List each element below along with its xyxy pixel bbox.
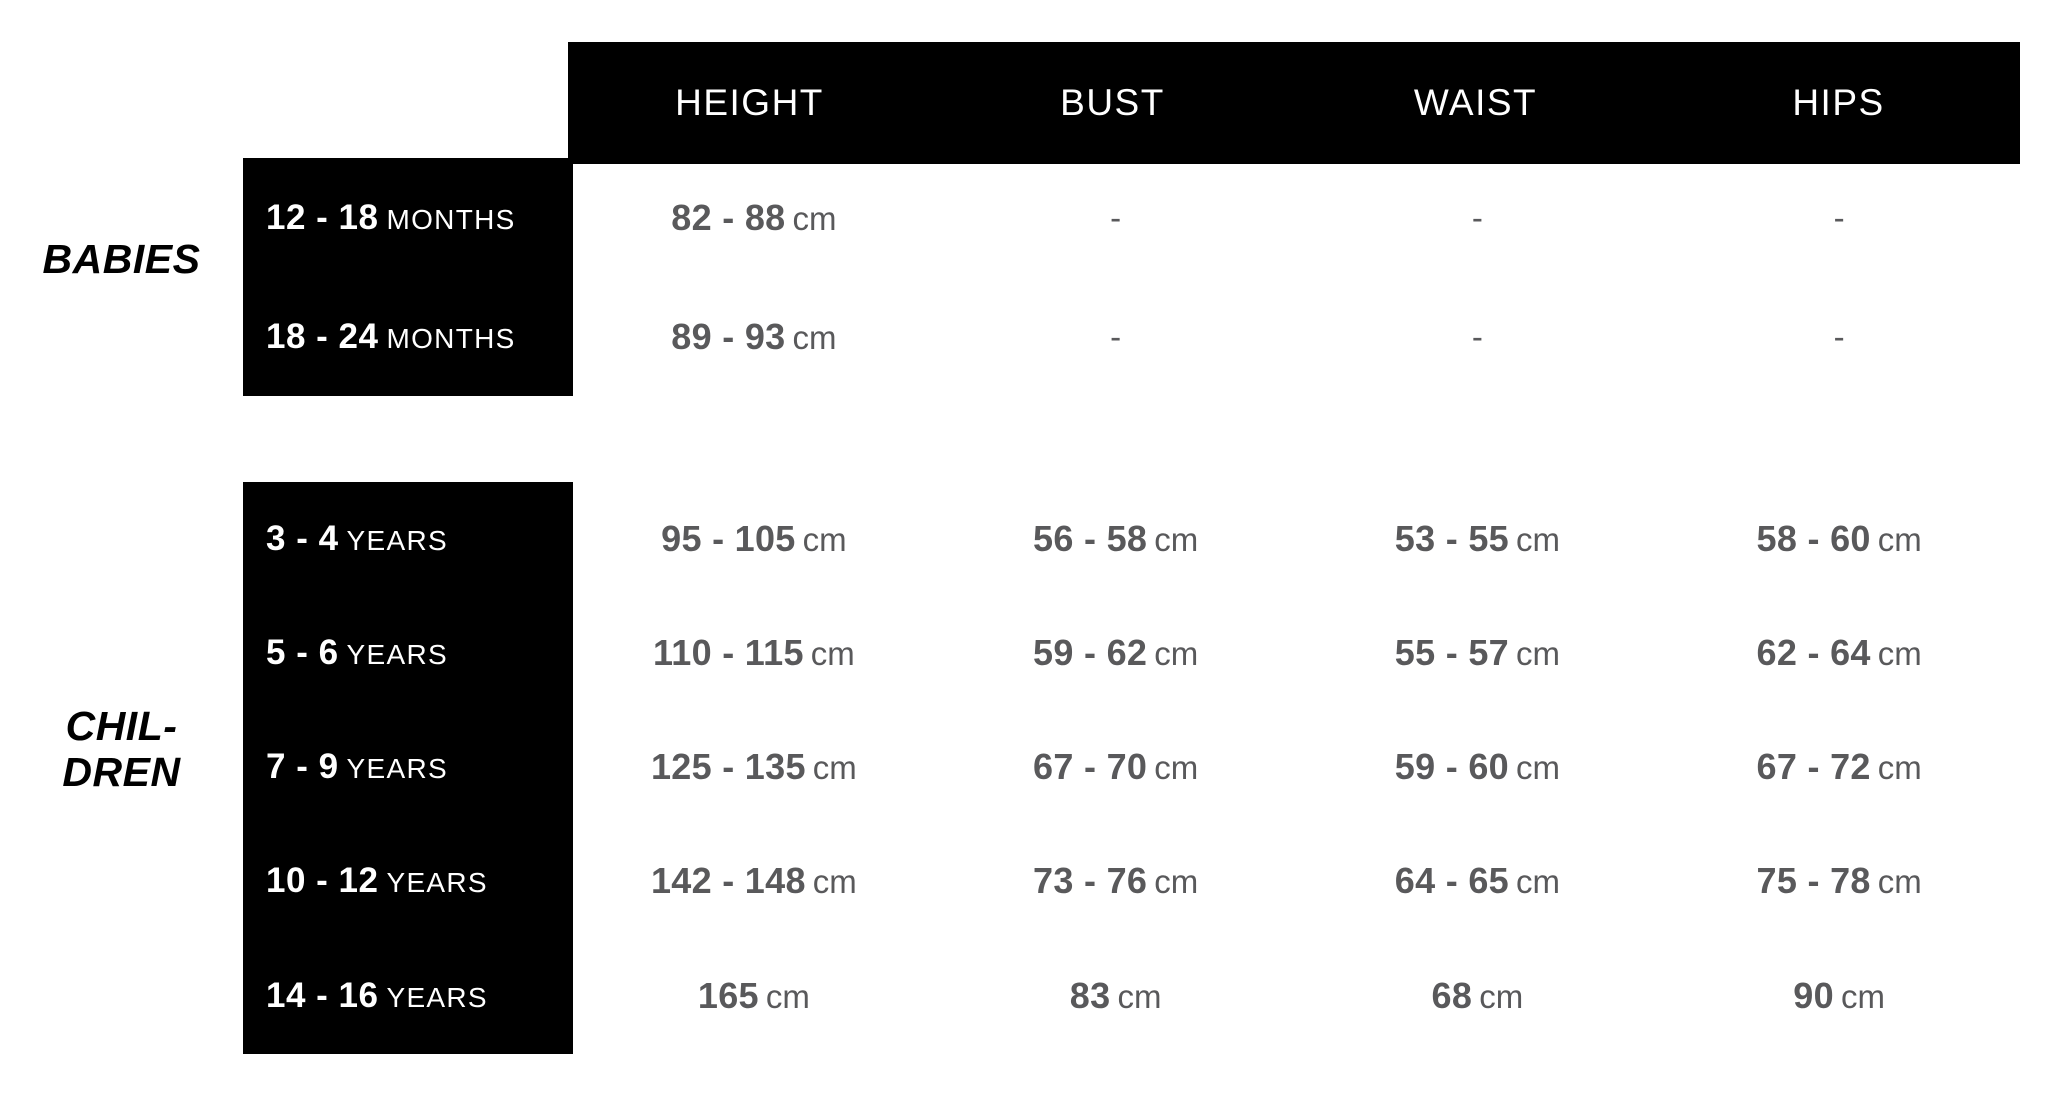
cell-value: - (1110, 317, 1122, 355)
cell-value: 56 - 58 (1033, 518, 1148, 559)
cell-waist (1297, 632, 1659, 674)
age-range: 10 - 12 (266, 861, 379, 900)
cell-waist (1297, 318, 1659, 356)
table-row (243, 824, 2020, 938)
cell-unit: cm (765, 978, 810, 1015)
cell-waist (1297, 975, 1659, 1017)
age-unit: MONTHS (386, 203, 516, 235)
cell-waist (1297, 746, 1659, 788)
cell-unit: cm (792, 199, 837, 237)
cell-hips (1658, 746, 2020, 788)
cell-unit: cm (1877, 863, 1922, 900)
age-range: 3 - 4 (266, 519, 339, 558)
cell-value: - (1833, 198, 1845, 236)
cell-waist (1297, 860, 1659, 902)
cell-unit: cm (1154, 749, 1199, 786)
column-header-height: HEIGHT (675, 82, 824, 123)
cell-value: 89 - 93 (671, 315, 786, 357)
cell-waist (1297, 199, 1659, 237)
cell-unit: cm (810, 635, 855, 672)
table-row (243, 938, 2020, 1054)
cell-value: 95 - 105 (661, 518, 796, 559)
cell-value: 165 (697, 975, 759, 1016)
row-age-label (243, 976, 573, 1016)
cell-bust (935, 975, 1297, 1017)
cell-hips (1658, 199, 2020, 237)
cell-value: 82 - 88 (671, 196, 786, 238)
cell-unit: cm (1515, 521, 1560, 558)
cell-bust (935, 199, 1297, 237)
cell-unit: cm (1515, 749, 1560, 786)
cell-value: 53 - 55 (1394, 518, 1509, 559)
age-unit: YEARS (346, 753, 448, 784)
cell-value: - (1471, 317, 1483, 355)
age-range: 18 - 24 (266, 316, 379, 356)
cell-value: 59 - 60 (1394, 746, 1509, 787)
cell-value: 68 (1431, 975, 1473, 1016)
cell-unit: cm (1877, 749, 1922, 786)
cell-value: 75 - 78 (1756, 860, 1871, 901)
cell-hips (1658, 318, 2020, 356)
age-range: 14 - 16 (266, 976, 379, 1015)
age-range: 5 - 6 (266, 633, 339, 672)
cell-height (573, 975, 935, 1017)
cell-unit: cm (1154, 863, 1199, 900)
cell-value: 64 - 65 (1394, 860, 1509, 901)
cell-unit: cm (1154, 521, 1199, 558)
cell-height (573, 746, 935, 788)
column-header-bust: BUST (1060, 82, 1165, 123)
cell-unit: cm (1515, 635, 1560, 672)
cell-hips (1658, 518, 2020, 560)
cell-value: 58 - 60 (1756, 518, 1871, 559)
cell-hips (1658, 975, 2020, 1017)
cell-bust (935, 860, 1297, 902)
cell-unit: cm (812, 749, 857, 786)
table-row (243, 158, 2020, 277)
cell-height (573, 518, 935, 560)
cell-value: - (1471, 198, 1483, 236)
cell-value: 73 - 76 (1033, 860, 1148, 901)
cell-bust (935, 318, 1297, 356)
group-title-children-line1: CHIL- (65, 703, 178, 749)
group-title-children (0, 704, 243, 796)
cell-unit: cm (1117, 978, 1162, 1015)
cell-unit: cm (1154, 635, 1199, 672)
row-age-label (243, 198, 573, 238)
cell-unit: cm (812, 863, 857, 900)
column-header-hips: HIPS (1792, 82, 1885, 123)
table-row (243, 596, 2020, 710)
age-unit: YEARS (386, 867, 488, 898)
cell-height (573, 860, 935, 902)
row-age-label (243, 317, 573, 357)
row-age-label (243, 861, 573, 901)
cell-bust (935, 632, 1297, 674)
row-age-label (243, 519, 573, 559)
cell-height (573, 197, 935, 239)
age-unit: YEARS (346, 639, 448, 670)
cell-value: 125 - 135 (650, 746, 806, 787)
cell-unit: cm (1840, 978, 1885, 1015)
cell-bust (935, 746, 1297, 788)
cell-bust (935, 518, 1297, 560)
cell-value: 90 (1793, 975, 1834, 1016)
age-range: 7 - 9 (266, 747, 339, 786)
cell-value: 67 - 70 (1033, 746, 1148, 787)
age-range: 12 - 18 (266, 197, 379, 237)
cell-hips (1658, 632, 2020, 674)
cell-value: - (1110, 198, 1122, 236)
cell-value: - (1833, 317, 1845, 355)
group-title-babies: BABIES (42, 236, 201, 282)
cell-unit: cm (1515, 863, 1560, 900)
cell-value: 110 - 115 (652, 632, 804, 673)
row-age-label (243, 633, 573, 673)
cell-hips (1658, 860, 2020, 902)
cell-unit: cm (802, 521, 847, 558)
table-row (243, 482, 2020, 596)
cell-unit: cm (792, 318, 837, 356)
age-unit: MONTHS (386, 322, 516, 354)
cell-height (573, 632, 935, 674)
cell-unit: cm (1877, 521, 1922, 558)
age-unit: YEARS (346, 525, 448, 556)
table-header-row (568, 42, 2020, 164)
cell-value: 67 - 72 (1756, 746, 1871, 787)
age-unit: YEARS (386, 982, 488, 1013)
table-row (243, 277, 2020, 396)
cell-value: 59 - 62 (1033, 632, 1148, 673)
row-age-label (243, 747, 573, 787)
cell-value: 62 - 64 (1756, 632, 1871, 673)
cell-unit: cm (1479, 978, 1524, 1015)
cell-value: 83 (1069, 975, 1111, 1016)
group-title-children-line2: DREN (62, 748, 181, 795)
cell-unit: cm (1877, 635, 1922, 672)
cell-value: 142 - 148 (650, 860, 806, 901)
cell-value: 55 - 57 (1394, 632, 1509, 673)
cell-waist (1297, 518, 1659, 560)
cell-height (573, 316, 935, 358)
table-row (243, 710, 2020, 824)
column-header-waist: WAIST (1413, 82, 1538, 123)
